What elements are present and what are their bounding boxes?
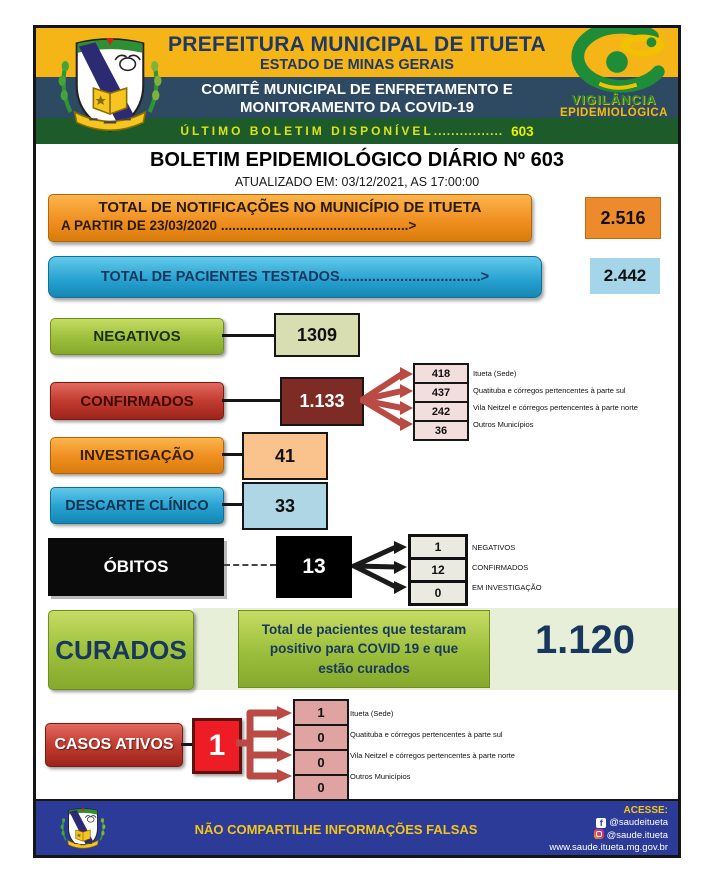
casos-ativos-breakdown-label: Itueta (Sede) [350, 709, 394, 718]
confirmados-breakdown-value: 36 [413, 420, 469, 441]
casos-ativos-breakdown-value: 1 [293, 699, 349, 726]
casos-ativos-button: CASOS ATIVOS [45, 723, 183, 767]
footer-bar [36, 799, 678, 855]
footer-instagram-row [549, 829, 668, 842]
committee-line2: MONITORAMENTO DA COVID-19 [240, 99, 474, 116]
casos-ativos-value: 1 [192, 718, 242, 774]
curados-value: 1.120 [534, 618, 636, 662]
coat-of-arms-icon [58, 30, 162, 142]
casos-ativos-breakdown-label: Outros Municípios [350, 772, 411, 781]
vigilancia-text-line2: EPIDEMIOLÓGICA [560, 107, 668, 119]
notifications-value: 2.516 [585, 197, 661, 239]
casos-ativos-connector [181, 743, 192, 746]
investigacao-value: 41 [242, 432, 328, 480]
confirmados-breakdown-label: Outros Municípios [473, 420, 534, 429]
descarte-connector [222, 503, 242, 506]
last-bulletin-dots: ................ [433, 124, 504, 138]
obitos-breakdown-label: NEGATIVOS [472, 543, 516, 552]
casos-ativos-breakdown-label: Quatituba e córregos pertencentes à parte sul [350, 730, 503, 739]
investigacao-connector [222, 453, 242, 456]
bulletin-updated: ATUALIZADO EM: 03/12/2021, AS 17:00:00 [234, 175, 480, 189]
vigilancia-text-line1: VIGILÂNCIA [571, 92, 657, 107]
curados-button: CURADOS [48, 610, 194, 690]
footer-coat-of-arms-icon [60, 805, 106, 853]
confirmados-breakdown-value: 437 [413, 382, 469, 403]
casos-ativos-breakdown-label: Vila Neitzel e córregos pertencentes à parte norte [350, 751, 515, 760]
last-bulletin-label: ÚLTIMO BOLETIM DISPONÍVEL [180, 124, 434, 138]
confirmados-breakdown [413, 365, 469, 441]
confirmados-breakdown-label: Itueta (Sede) [473, 369, 517, 378]
casos-ativos-breakdown [293, 701, 349, 801]
obitos-button: ÓBITOS [48, 538, 224, 596]
negativos-value: 1309 [274, 313, 360, 357]
obitos-breakdown [408, 537, 468, 606]
bulletin-title: BOLETIM EPIDEMIOLÓGICO DIÁRIO Nº 603 [149, 149, 564, 171]
facebook-icon [596, 818, 606, 828]
vigilancia-logo-icon [558, 28, 676, 94]
casos-ativos-breakdown-value: 0 [293, 749, 349, 776]
casos-ativos-bracket-arrows-icon [236, 704, 294, 790]
obitos-breakdown-value: 0 [408, 580, 468, 606]
obitos-breakdown-label: EM INVESTIGAÇÃO [472, 583, 542, 592]
municipality-title: PREFEITURA MUNICIPAL DE ITUETA [167, 33, 547, 56]
obitos-breakdown-value: 1 [408, 534, 468, 560]
footer-access-label: ACESSE: [623, 805, 668, 816]
tested-value: 2.442 [590, 258, 660, 294]
footer-website: www.saude.itueta.mg.gov.br [549, 842, 668, 853]
notifications-label-line1: TOTAL DE NOTIFICAÇÕES NO MUNICÍPIO DE ITUETA [98, 199, 482, 216]
footer-facebook-row [549, 817, 668, 829]
footer-instagram-handle: @saude.itueta [606, 830, 668, 841]
footer-social-block [549, 805, 668, 854]
bulletin-frame [33, 25, 681, 858]
state-subtitle: ESTADO DE MINAS GERAIS [260, 57, 454, 73]
tested-bar: TOTAL DE PACIENTES TESTADOS...................................> [48, 256, 542, 298]
notifications-label-line2: A PARTIR DE 23/03/2020 ..................................................> [61, 218, 417, 233]
obitos-fan-arrows-icon [352, 533, 408, 599]
confirmados-breakdown-label: Quatituba e córregos pertencentes à parte sul [473, 386, 626, 395]
investigacao-button: INVESTIGAÇÃO [50, 437, 224, 474]
casos-ativos-breakdown-value: 0 [293, 774, 349, 801]
descarte-value: 33 [242, 482, 328, 530]
committee-line1: COMITÊ MUNICIPAL DE ENFRETAMENTO E [201, 81, 513, 98]
footer-message: NÃO COMPARTILHE INFORMAÇÕES FALSAS [194, 822, 478, 837]
obitos-breakdown-value: 12 [408, 557, 468, 583]
confirmados-breakdown-label: Vila Neitzel e córregos pertencentes à parte norte [473, 403, 638, 412]
instagram-icon [594, 829, 604, 839]
obitos-breakdown-label: CONFIRMADOS [472, 563, 529, 572]
confirmados-connector [222, 399, 280, 402]
confirmados-button: CONFIRMADOS [50, 382, 224, 420]
obitos-connector [224, 564, 276, 566]
negativos-connector [222, 334, 274, 337]
descarte-button: DESCARTE CLÍNICO [50, 487, 224, 524]
confirmados-breakdown-value: 418 [413, 363, 469, 384]
confirmados-breakdown-value: 242 [413, 401, 469, 422]
curados-description: Total de pacientes que testaram positivo para COVID 19 e que estão curados [238, 610, 490, 688]
footer-facebook-handle: @saudeitueta [609, 817, 668, 828]
last-bulletin-number: 603 [511, 123, 534, 139]
negativos-button: NEGATIVOS [50, 318, 224, 355]
notifications-bar [48, 194, 532, 242]
obitos-value: 13 [276, 536, 352, 598]
confirmados-fan-arrows-icon [360, 362, 414, 432]
confirmados-value: 1.133 [280, 377, 364, 426]
casos-ativos-breakdown-value: 0 [293, 724, 349, 751]
